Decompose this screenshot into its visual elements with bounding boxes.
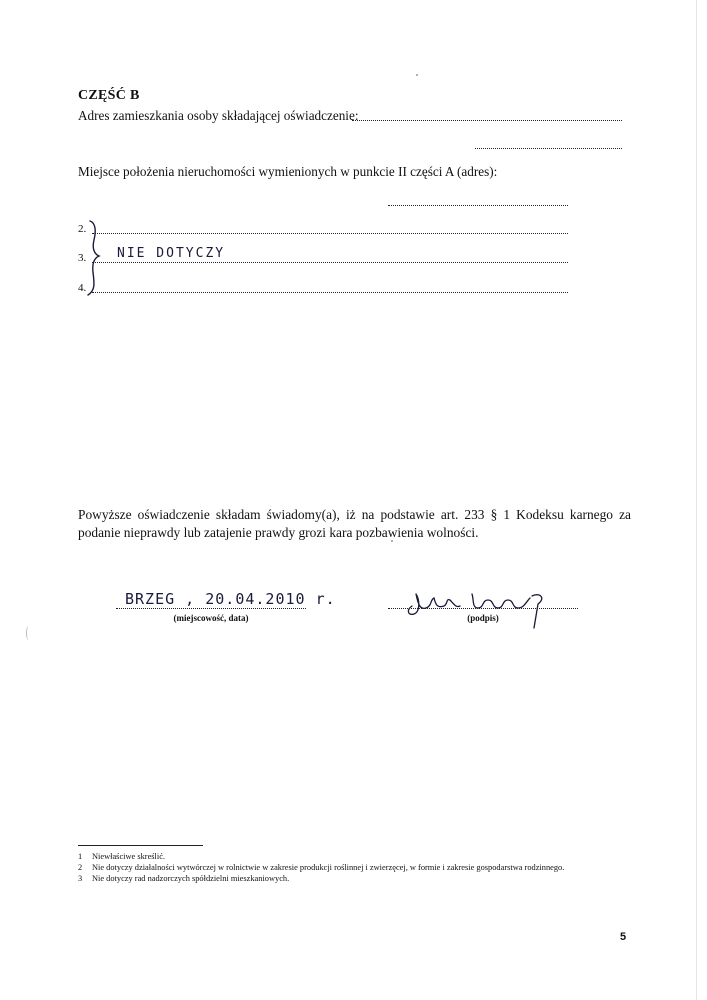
footnote-number: 2 [78, 863, 83, 872]
footnote-separator [78, 845, 203, 846]
item-number-4: 4. [78, 282, 87, 294]
footnote-text: Nie dotyczy działalności wytwórczej w rolnictwie w zakresie produkcji roślinnej i zwierzęcej, w formie i zakresie gospodarstwa rodzinnego. [92, 863, 565, 872]
scan-mark [26, 626, 31, 640]
handwritten-not-applicable: NIE DOTYCZY [117, 246, 226, 261]
property-dotted-line-1 [388, 205, 568, 206]
item-number-2: 2. [78, 223, 87, 235]
property-location-label: Miejsce położenia nieruchomości wymienionych w punkcie II części A (adres): [78, 164, 498, 179]
address-dotted-line-2 [475, 148, 622, 149]
item-number-3: 3. [78, 252, 87, 264]
scan-edge [696, 0, 697, 1000]
property-dotted-line-2 [92, 233, 568, 234]
property-dotted-line-4 [92, 292, 568, 293]
footnote-number: 3 [78, 874, 83, 883]
address-label: Adres zamieszkania osoby składającej oświadczenie: [78, 108, 359, 123]
place-date-dotted-line [116, 608, 306, 609]
address-dotted-line-1 [352, 120, 622, 121]
property-dotted-line-3 [92, 262, 568, 263]
footnote-2 [78, 863, 564, 874]
place-date-handwritten: BRZEG , 20.04.2010 r. [125, 590, 336, 608]
footnote-text: Nie dotyczy rad nadzorczych spółdzielni mieszkaniowych. [92, 874, 290, 883]
handwritten-brace [84, 218, 106, 298]
section-heading: CZĘŚĆ B [78, 88, 140, 103]
footnote-text: Niewłaściwe skreślić. [92, 852, 166, 861]
signature-dotted-line [388, 608, 578, 609]
footnote-1 [78, 852, 165, 863]
page-number: 5 [620, 931, 627, 943]
signature-caption: (podpis) [467, 613, 499, 623]
scan-speck [416, 74, 418, 76]
declaration-text: Powyższe oświadczenie składam świadomy(a), iż na podstawie art. 233 § 1 Kodeksu karnego za podanie nieprawdy lub zatajenie prawdy grozi kara pozbawienia wolności. [78, 507, 631, 540]
scan-speck [391, 540, 393, 542]
footnote-3 [78, 874, 289, 885]
place-date-caption: (miejscowość, data) [173, 613, 249, 623]
footnote-number: 1 [78, 852, 83, 861]
